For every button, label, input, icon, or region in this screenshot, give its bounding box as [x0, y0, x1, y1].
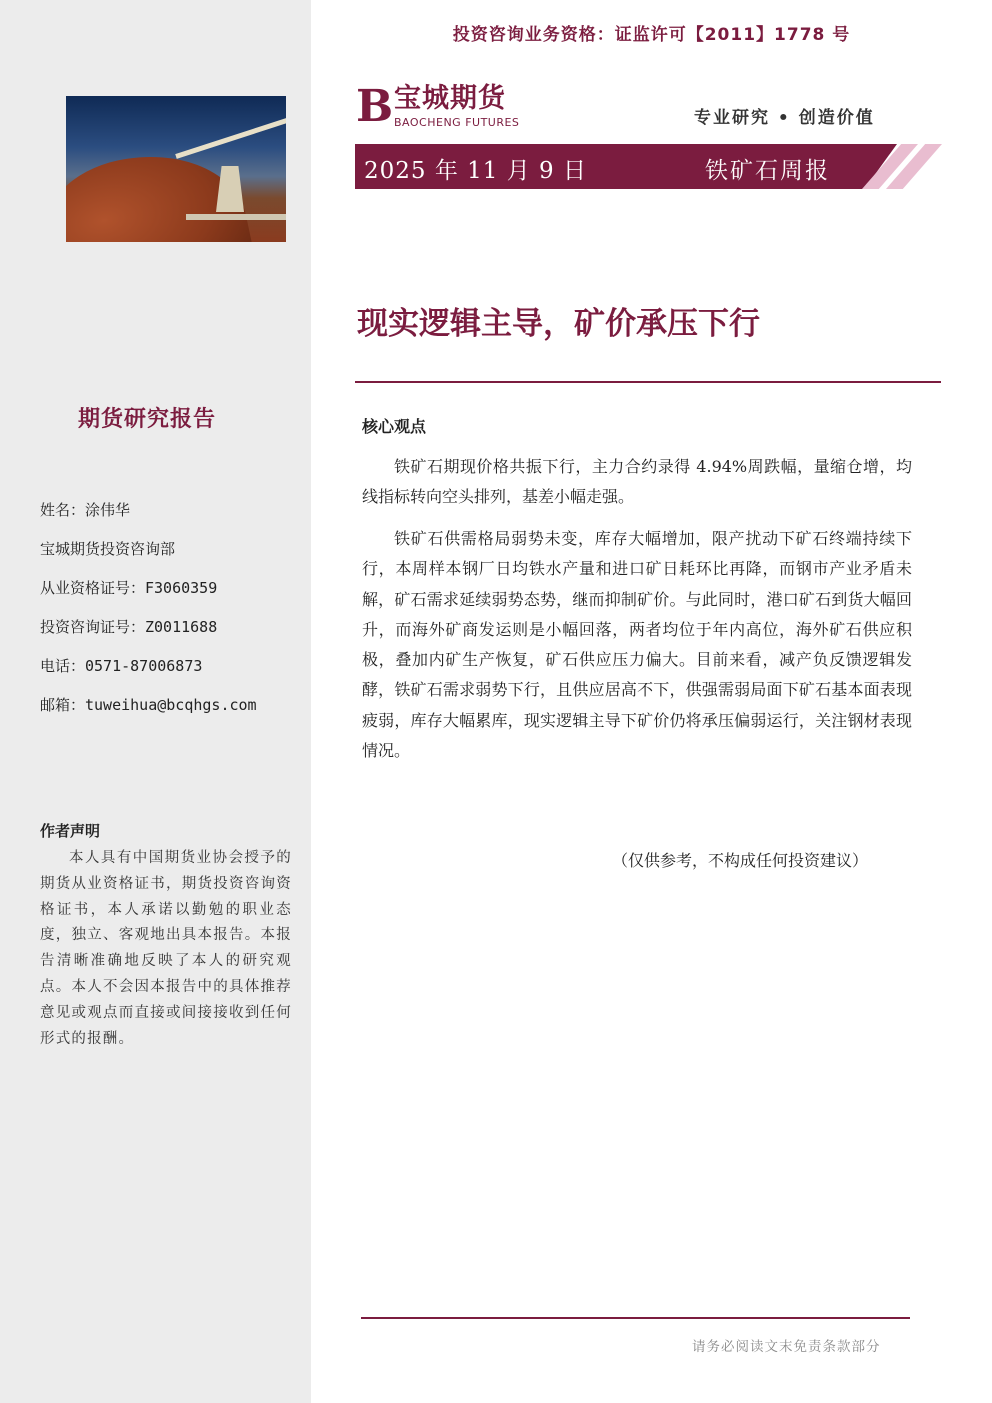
cover-photo-iron-ore-stacker	[66, 96, 286, 242]
paragraph-2: 铁矿石供需格局弱势未变，库存大幅增加，限产扰动下矿石终端持续下行，本周样本钢厂日均铁水产量和进口矿日耗环比再降，而钢市产业矛盾未解，矿石需求延续弱势态势，继而抑制矿价。与此同时，港口矿石到货大幅回升，而海外矿商发运则是小幅回落，两者均位于年内高位，海外矿石供应积极，叠加内矿生产恢复，矿石供应压力偏大。目前来看，减产负反馈逻辑发酵，铁矿石需求弱势下行，且供应居高不下，供强需弱局面下矿石基本面表现疲弱，库存大幅累库，现实逻辑主导下矿价仍将承压偏弱运行，关注钢材表现情况。	[362, 529, 912, 761]
stacker-boom	[175, 114, 286, 159]
divider-top	[355, 381, 941, 383]
report-date: 2025 年 11 月 9 日	[364, 158, 587, 184]
core-view-title: 核心观点	[362, 417, 427, 436]
paragraph-1: 铁矿石期现价格共振下行，主力合约录得 4.94%周跌幅，量缩仓增，均线指标转向空头排列，基差小幅走强。	[362, 457, 912, 507]
author-department: 宝城期货投资咨询部	[40, 540, 176, 558]
company-logo	[356, 81, 536, 132]
report-type: 铁矿石周报	[705, 158, 830, 184]
license-line: 投资咨询业务资格：证监许可【2011】1778 号	[452, 25, 851, 45]
sidebar	[0, 0, 311, 1403]
headline: 现实逻辑主导，矿价承压下行	[357, 306, 760, 342]
stacker-rail	[186, 214, 286, 220]
advisory-license: 投资咨询证号：Z0011688	[40, 618, 218, 636]
footer-note: 请务必阅读文末免责条款部分	[692, 1339, 881, 1355]
logo-chinese-name: 宝城期货	[394, 83, 506, 114]
practice-license: 从业资格证号：F3060359	[40, 579, 218, 597]
divider-bottom	[361, 1317, 910, 1319]
logo-mark-icon: B	[356, 81, 394, 132]
declaration-body: 本人具有中国期货业协会授予的期货从业资格证书，期货投资咨询资格证书，本人承诺以勤勉的职业态度，独立、客观地出具本报告。本报告清晰准确地反映了本人的研究观点。本人不会因本报告中的具体推荐意见或观点而直接或间接接收到任何形式的报酬。	[40, 850, 292, 1047]
logo-english-name: BAOCHENG FUTURES	[394, 116, 520, 129]
disclaimer: （仅供参考，不构成任何投资建议）	[612, 851, 869, 870]
author-email[interactable]: 邮箱：tuweihua@bcqhgs.com	[40, 696, 257, 714]
section-title: 期货研究报告	[78, 407, 217, 432]
declaration-title: 作者声明	[40, 822, 101, 840]
author-info	[40, 500, 257, 734]
stacker-tower	[216, 166, 244, 212]
slogan: 专业研究 • 创造价值	[694, 108, 875, 128]
author-phone: 电话：0571-87006873	[40, 657, 203, 675]
author-name: 姓名：涂伟华	[40, 501, 131, 519]
